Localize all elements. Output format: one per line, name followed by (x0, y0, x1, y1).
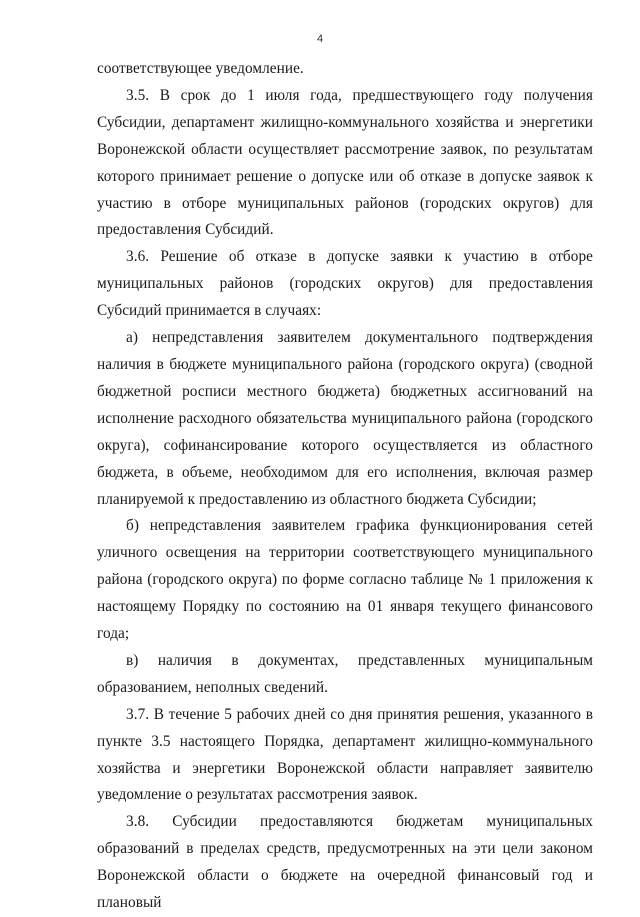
paragraph-item-a: а) непредставления заявителем документального подтверждения наличия в бюджете муниципального района (городского округа) (сводной бюджетной росписи местного бюджета) бюджетных ассигнований на исполнение расходного обязательства муниципального района (городского округа), софинансирование которого осуществляется из областного бюджета, в объеме, необходимом для его исполнения, включая размер планируемой к предоставлению из областного бюджета Субсидии; (97, 329, 593, 508)
paragraph-3-6: 3.6. Решение об отказе в допуске заявки к участию в отборе муниципальных районов (городских округов) для предоставления Субсидий принимается в случаях: (97, 248, 593, 320)
paragraph-continuation: соответствующее уведомление. (97, 60, 304, 77)
paragraph-3-5: 3.5. В срок до 1 июля года, предшествующего году получения Субсидии, департамент жилищно-коммунального хозяйства и энергетики Воронежской области осуществляет рассмотрение заявок, по результатам которого принимает решение о допуске или об отказе в допуске заявок к участию в отборе муниципальных районов (городских округов) для предоставления Субсидий. (97, 86, 593, 239)
paragraph-item-b: б) непредставления заявителем графика функционирования сетей уличного освещения на территории соответствующего муниципального района (городского округа) по форме согласно таблице № 1 приложения к настоящему Порядку по состоянию на 01 января текущего финансового года; (97, 517, 593, 643)
paragraph-item-v: в) наличия в документах, представленных муниципальным образованием, неполных сведений. (97, 651, 593, 696)
document-body (97, 56, 593, 917)
paragraph-3-8: 3.8. Субсидии предоставляются бюджетам муниципальных образований в пределах средств, предусмотренных на эти цели законом Воронежской области о бюджете на очередной финансовый год и плановый (97, 813, 593, 912)
paragraph-3-7: 3.7. В течение 5 рабочих дней со дня принятия решения, указанного в пункте 3.5 настоящего Порядка, департамент жилищно-коммунального хозяйства и энергетики Воронежской области направляет заявителю уведомление о результатах рассмотрения заявок. (97, 705, 593, 804)
page-number: 4 (316, 33, 324, 45)
